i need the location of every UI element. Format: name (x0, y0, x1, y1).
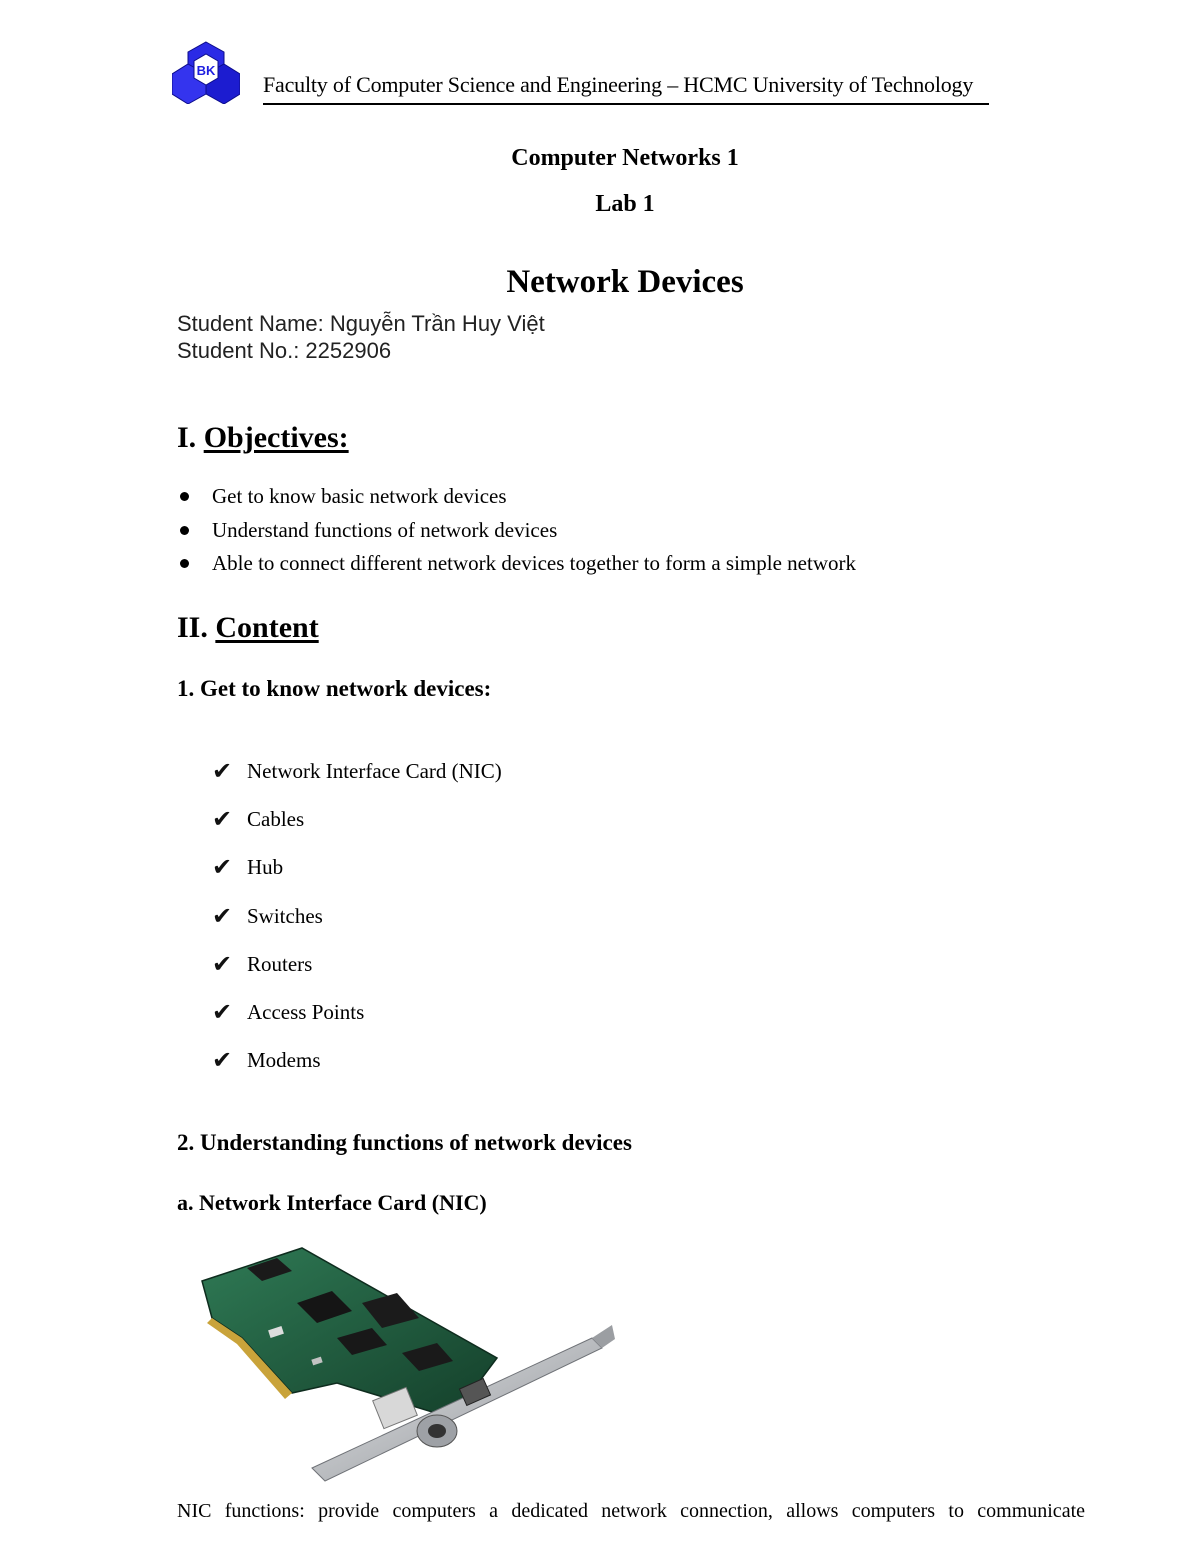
check-icon: ✔ (212, 853, 233, 882)
nic-description: NIC functions: provide computers a dedicated network connection, allows computers to communicate (177, 1500, 1085, 1522)
nic-card-photo (197, 1243, 622, 1495)
header-rule (263, 103, 989, 105)
university-logo (172, 40, 240, 104)
list-item: Understand functions of network devices (177, 517, 856, 551)
student-number: Student No.: 2252906 (177, 338, 392, 363)
list-item (212, 747, 502, 795)
list-item (212, 1036, 502, 1084)
section-number: II. (177, 611, 208, 644)
check-icon: ✔ (212, 1046, 233, 1075)
check-icon: ✔ (212, 949, 233, 978)
list-item (212, 988, 502, 1036)
section-title: Content (215, 611, 319, 644)
device-label: Routers (247, 951, 313, 976)
student-name: Student Name: Nguyễn Trần Huy Việt (177, 311, 545, 336)
list-item (212, 940, 502, 988)
device-label: Switches (247, 903, 323, 928)
document-title: Network Devices (506, 264, 744, 300)
subsection-heading: 2. Understanding functions of network devices (177, 1130, 632, 1155)
device-label: Modems (247, 1048, 321, 1073)
subsection-heading: 1. Get to know network devices: (177, 676, 492, 701)
device-label: Hub (247, 855, 284, 880)
device-label: Network Interface Card (NIC) (247, 759, 502, 784)
check-icon: ✔ (212, 901, 233, 930)
lab-title: Lab 1 (595, 191, 655, 217)
section-number: I. (177, 421, 197, 454)
list-item (212, 843, 502, 891)
logo-text: BK (196, 63, 216, 78)
check-icon: ✔ (212, 757, 233, 786)
section-objectives-heading (177, 421, 349, 455)
section-content-heading (177, 611, 319, 645)
course-title: Computer Networks 1 (511, 145, 739, 171)
list-item: Get to know basic network devices (177, 483, 856, 517)
list-item: Able to connect different network devices together to form a simple network (177, 550, 856, 584)
list-item (212, 892, 502, 940)
device-checklist (212, 747, 502, 1084)
check-icon: ✔ (212, 805, 233, 834)
list-item (212, 795, 502, 843)
institution-name: Faculty of Computer Science and Engineering – HCMC University of Technology (263, 72, 974, 97)
objectives-list (177, 483, 856, 584)
device-label: Access Points (247, 1000, 365, 1025)
subsection-part-heading: a. Network Interface Card (NIC) (177, 1190, 487, 1215)
section-title: Objectives: (203, 421, 349, 454)
check-icon: ✔ (212, 998, 233, 1027)
device-label: Cables (247, 807, 305, 832)
